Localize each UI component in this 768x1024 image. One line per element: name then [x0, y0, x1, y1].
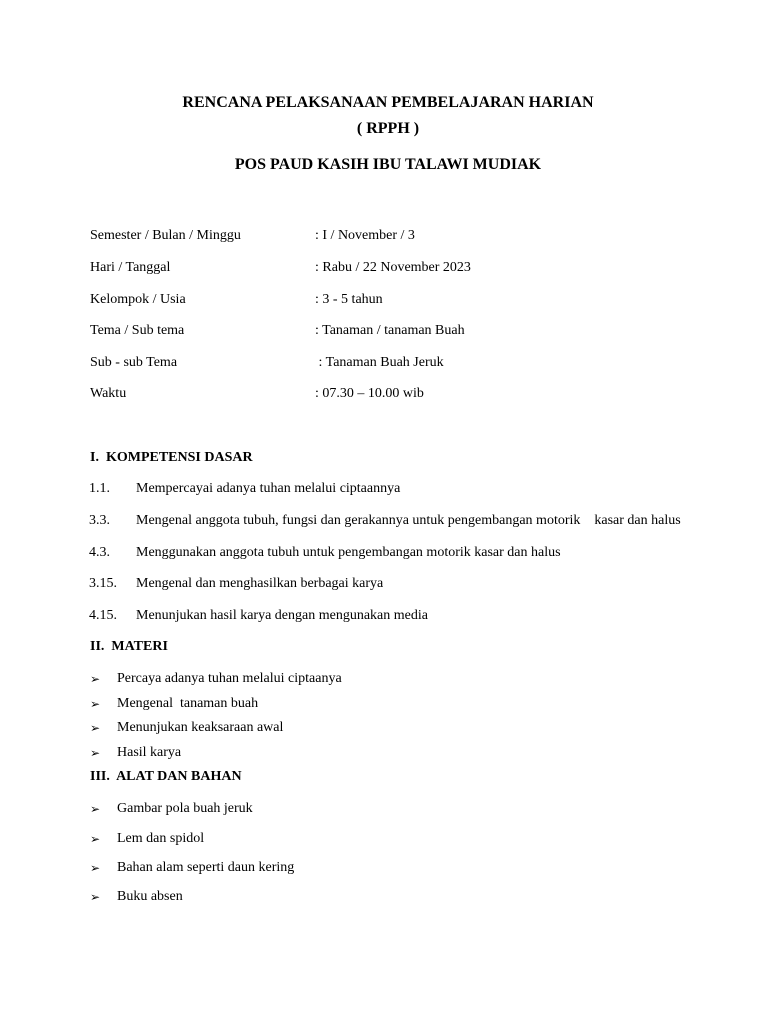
kd-text: Menggunakan anggota tubuh untuk pengembangan motorik kasar dan halus [136, 545, 561, 560]
arrow-bullet-icon: ➢ [90, 697, 101, 711]
info-value-semester: : I / November / 3 [315, 228, 415, 243]
kd-number: 4.15. [89, 608, 117, 623]
kd-number: 1.1. [89, 481, 110, 496]
school-name: POS PAUD KASIH IBU TALAWI MUDIAK [234, 156, 542, 173]
materi-item: Percaya adanya tuhan melalui ciptaanya [117, 671, 342, 686]
kd-text: Mengenal dan menghasilkan berbagai karya [136, 576, 384, 591]
arrow-bullet-icon: ➢ [90, 890, 101, 904]
arrow-bullet-icon: ➢ [90, 721, 101, 735]
document-subtitle: ( RPPH ) [356, 120, 420, 137]
kd-text: Mengenal anggota tubuh, fungsi dan gerakannya untuk pengembangan motorik kasar dan halus [136, 513, 681, 528]
section-heading-alat: III. ALAT DAN BAHAN [90, 769, 242, 784]
materi-item: Hasil karya [117, 745, 182, 760]
materi-item: Menunjukan keaksaraan awal [117, 720, 284, 735]
materi-item: Mengenal tanaman buah [117, 696, 259, 711]
arrow-bullet-icon: ➢ [90, 746, 101, 760]
info-value-date: : Rabu / 22 November 2023 [315, 260, 471, 275]
alat-item: Bahan alam seperti daun kering [117, 860, 295, 875]
info-label-subtheme: Sub - sub Tema [90, 355, 178, 370]
alat-item: Gambar pola buah jeruk [117, 801, 253, 816]
arrow-bullet-icon: ➢ [90, 802, 101, 816]
alat-item: Lem dan spidol [117, 831, 205, 846]
document-title: RENCANA PELAKSANAAN PEMBELAJARAN HARIAN [182, 94, 594, 111]
info-value-time: : 07.30 – 10.00 wib [315, 386, 424, 401]
kd-number: 4.3. [89, 545, 110, 560]
arrow-bullet-icon: ➢ [90, 861, 101, 875]
kd-text: Menunjukan hasil karya dengan mengunakan media [136, 608, 428, 623]
info-value-group: : 3 - 5 tahun [315, 292, 383, 307]
kd-number: 3.15. [89, 576, 117, 591]
kd-text: Mempercayai adanya tuhan melalui ciptaannya [136, 481, 401, 496]
info-label-semester: Semester / Bulan / Minggu [90, 228, 241, 243]
info-label-group: Kelompok / Usia [90, 292, 186, 307]
info-value-subtheme: : Tanaman Buah Jeruk [315, 355, 444, 370]
arrow-bullet-icon: ➢ [90, 672, 101, 686]
info-label-theme: Tema / Sub tema [90, 323, 185, 338]
info-label-date: Hari / Tanggal [90, 260, 171, 275]
section-heading-materi: II. MATERI [90, 639, 168, 654]
alat-item: Buku absen [117, 889, 183, 904]
info-value-theme: : Tanaman / tanaman Buah [315, 323, 465, 338]
kd-number: 3.3. [89, 513, 110, 528]
section-heading-kompetensi: I. KOMPETENSI DASAR [90, 450, 253, 465]
arrow-bullet-icon: ➢ [90, 832, 101, 846]
info-label-time: Waktu [90, 386, 127, 401]
